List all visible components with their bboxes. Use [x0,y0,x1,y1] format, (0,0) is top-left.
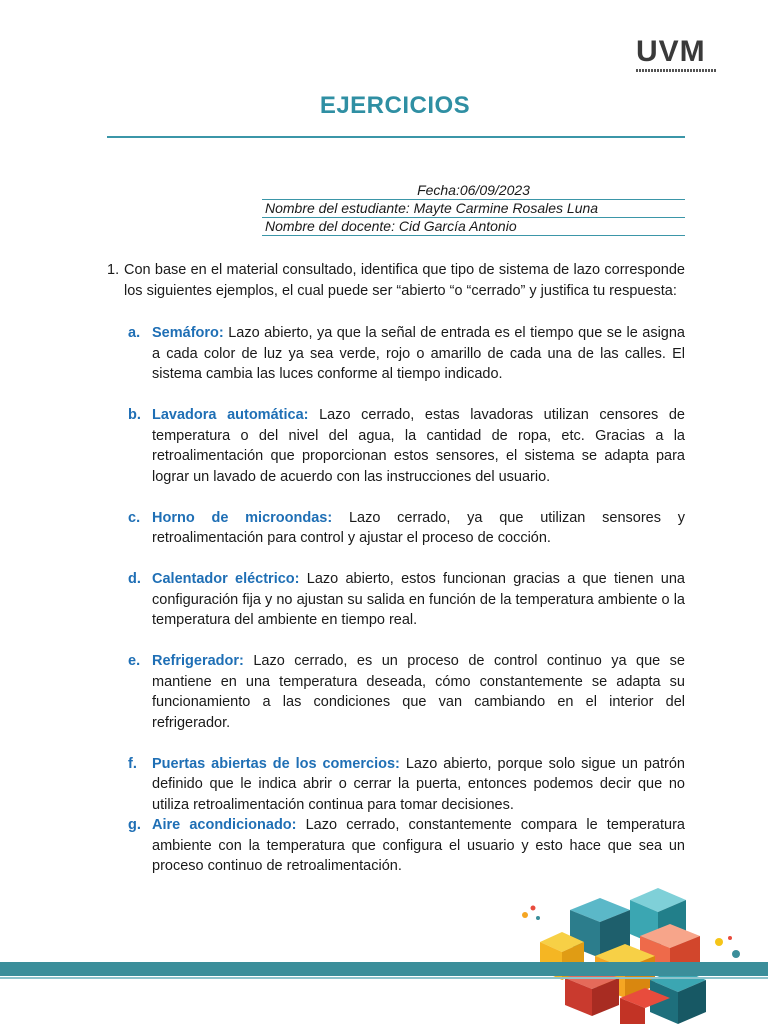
footer-line [0,977,768,979]
list-item [128,569,685,631]
exercise-content [107,260,685,877]
title-divider [107,136,685,138]
item-text: Lazo cerrado, ya que utilizan sensores y retroalimentación para control y ajustar el proceso de cocción. [152,509,685,546]
question-1 [107,260,685,301]
list-item [128,323,685,385]
list-item [128,651,685,733]
logo-text: UVM [636,35,706,68]
item-text: Lazo abierto, porque solo sigue un patrón definido que le indica abrir o cerrar la puerta, entonces podemos decir que no utiliza retroalimentación continua para tomar decisiones. [152,755,685,813]
footer-band [0,962,768,976]
item-term: Aire acondicionado: [152,817,297,833]
item-term: Calentador eléctrico: [152,571,300,587]
student-name-line: Nombre del estudiante: Mayte Carmine Rosales Luna [262,200,685,218]
answer-list [107,323,685,877]
uvm-logo [636,35,720,72]
item-text: Lazo abierto, ya que la señal de entrada es el tiempo que se le asigna a cada color de luz ya sea verde, rojo o amarillo de cada una de las calles. El sistema cambia las luces conforme al tiempo indicado. [152,325,685,382]
question-text: Con base en el material consultado, identifica que tipo de sistema de lazo corresponde los siguientes ejemplos, el cual puede ser “abierto “o “cerrado” y justifica tu respuesta: [124,262,685,299]
teacher-name-line: Nombre del docente: Cid García Antonio [262,218,685,236]
logo-subtext-graphic [636,69,716,72]
item-marker: g. [128,817,141,833]
list-item [128,508,685,549]
item-term: Lavadora automática: [152,407,309,423]
list-item [128,815,685,877]
item-term: Refrigerador: [152,653,244,669]
item-term: Horno de microondas: [152,509,333,526]
item-marker: d. [128,571,141,587]
item-text: Lazo abierto, estos funcionan gracias a que tienen una configuración fija y no ajustan su salida en función de la temperatura ambiente o la temperatura del ambiente en tiempo real. [152,571,685,628]
item-text: Lazo cerrado, es un proceso de control continuo ya que se mantiene en una temperatura deseada, cómo constantemente se adapta su funcionamiento a las condiciones que van cambiando en el interior del refrigerador. [152,653,685,731]
list-item [128,754,685,816]
date-line: Fecha:06/09/2023 [262,182,685,200]
item-marker: a. [128,325,141,341]
list-item [128,405,685,487]
item-marker: c. [128,509,141,526]
page-title: EJERCICIOS [319,92,471,119]
item-marker: e. [128,653,141,669]
item-marker: f. [128,755,137,772]
question-number: 1. [107,262,120,278]
item-marker: b. [128,407,141,423]
decorative-cubes-graphic [500,880,768,1024]
item-text: Lazo cerrado, estas lavadoras utilizan censores de temperatura o del nivel del agua, la cantidad de ropa, etc. Gracias a la retroalimentación que proporcionan estos sensores, el sistema se adapta para lograr un lavado de acuerdo con las instrucciones del usuario. [152,407,685,485]
item-term: Semáforo: [152,325,224,341]
item-text: Lazo cerrado, constantemente compara le temperatura ambiente con la temperatura que configura el usuario y esto hace que sea un proceso continuo de retroalimentación. [152,817,685,874]
document-meta [262,182,685,236]
item-term: Puertas abiertas de los comercios: [152,755,400,772]
